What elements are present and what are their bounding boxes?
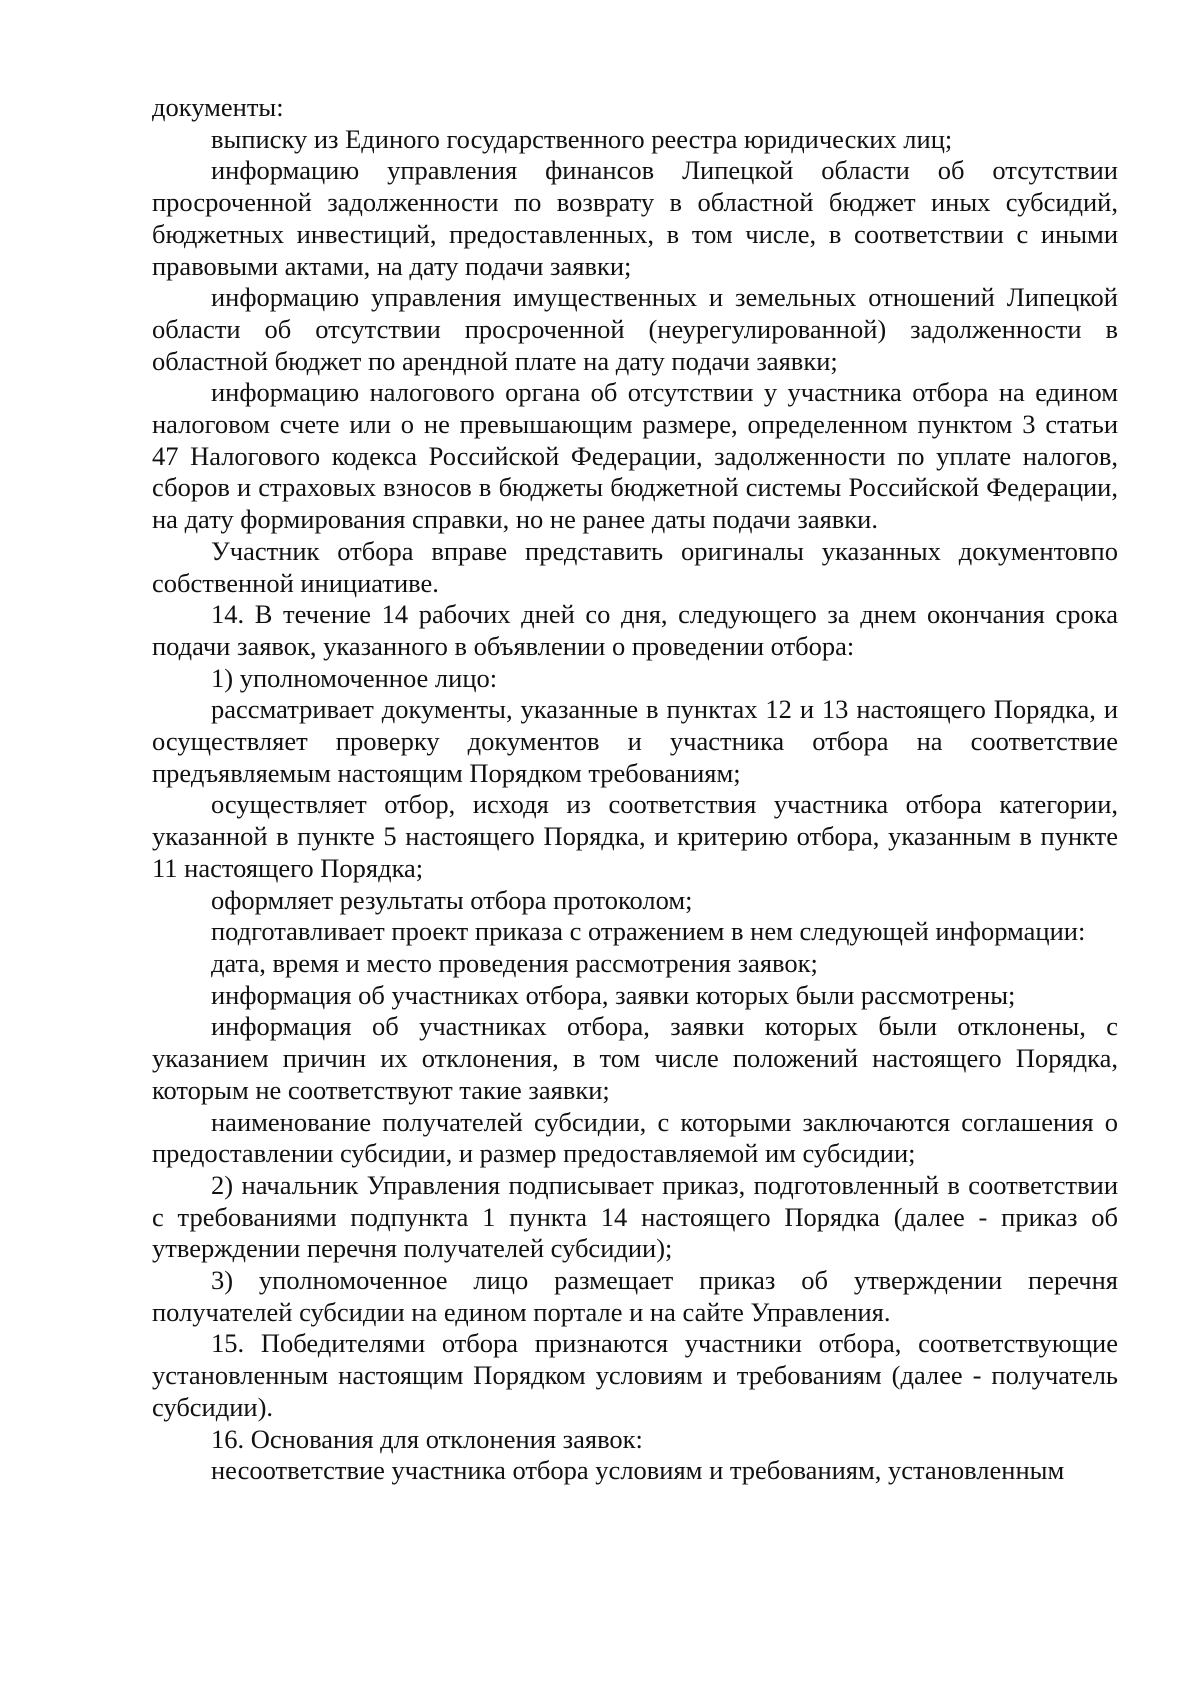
paragraph-property-info: информацию управления имущественных и земельных отношений Липецкой области об отсутствии просроченной (неурегулированной) задолженности в областной бюджет по арендной плате на дату подачи заявки;	[152, 282, 1118, 376]
paragraph-protocol: оформляет результаты отбора протоколом;	[211, 884, 693, 915]
paragraph-reviews-documents: рассматривает документы, указанные в пунктах 12 и 13 настоящего Порядка, и осуществляет проверку документов и участника отбора на соответствие предъявляемым настоящим Порядком требованиям;	[152, 694, 1118, 788]
paragraph-prepares-order: подготавливает проект приказа с отражением в нем следующей информации:	[211, 916, 1086, 947]
paragraph-recipients-names: наименование получателей субсидии, с которыми заключаются соглашения о предоставлении субсидии, и размер предоставляемой им субсидии;	[152, 1106, 1118, 1169]
paragraph-nonconformity: несоответствие участника отбора условиям и требованиям, установленным	[211, 1455, 1065, 1486]
paragraph-reviewed-participants: информация об участниках отбора, заявки которых были рассмотрены;	[211, 979, 1016, 1010]
paragraph-own-initiative: Участник отбора вправе представить оригиналы указанных документовпо собственной инициативе.	[152, 535, 1118, 598]
paragraph-finance-info: информацию управления финансов Липецкой области об отсутствии просроченной задолженности по возврату в областной бюджет иных субсидий, бюджетных инвестиций, предоставленных, в том числе, в соответствии с иными правовыми актами, на дату подачи заявки;	[152, 155, 1118, 281]
paragraph-item-16: 16. Основания для отклонения заявок:	[211, 1423, 643, 1454]
paragraph-rejected-participants: информация об участниках отбора, заявки которых были отклонены, с указанием причин их отклонения, в том числе положений настоящего Порядка, которым не соответствуют такие заявки;	[152, 1011, 1118, 1105]
paragraph-tax-info: информацию налогового органа об отсутствии у участника отбора на едином налоговом счете или о не превышающим размере, определенном пунктом 3 статьи 47 Налогового кодекса Российской Федерации, задолженности по уплате налогов, сборов и страховых взносов в бюджеты бюджетной системы Российской Федерации, на дату формирования справки, но не ранее даты подачи заявки.	[152, 377, 1118, 535]
paragraph-item-14-2: 2) начальник Управления подписывает приказ, подготовленный в соответствии с требованиями подпункта 1 пункта 14 настоящего Порядка (далее - приказ об утверждении перечня получателей субсидии);	[152, 1169, 1118, 1264]
paragraph-item-14-3: 3) уполномоченное лицо размещает приказ об утверждении перечня получателей субсидии на едином портале и на сайте Управления.	[152, 1265, 1118, 1327]
paragraph-egrul-extract: выписку из Единого государственного реестра юридических лиц;	[211, 123, 953, 154]
paragraph-performs-selection: осуществляет отбор, исходя из соответствия участника отбора категории, указанной в пункте 5 настоящего Порядка, и критерию отбора, указанным в пункте 11 настоящего Порядка;	[152, 789, 1118, 883]
paragraph-item-14-1: 1) уполномоченное лицо:	[211, 662, 498, 693]
paragraph-date-time-place: дата, время и место проведения рассмотрения заявок;	[211, 947, 818, 978]
paragraph-item-15: 15. Победителями отбора признаются участники отбора, соответствующие установленным настоящим Порядком условиям и требованиям (далее - получатель субсидии).	[152, 1328, 1118, 1422]
paragraph-item-14: 14. В течение 14 рабочих дней со дня, следующего за днем окончания срока подачи заявок, указанного в объявлении о проведении отбора:	[152, 599, 1118, 661]
document-page	[152, 92, 1118, 1487]
paragraph-documents: документы:	[152, 92, 284, 122]
